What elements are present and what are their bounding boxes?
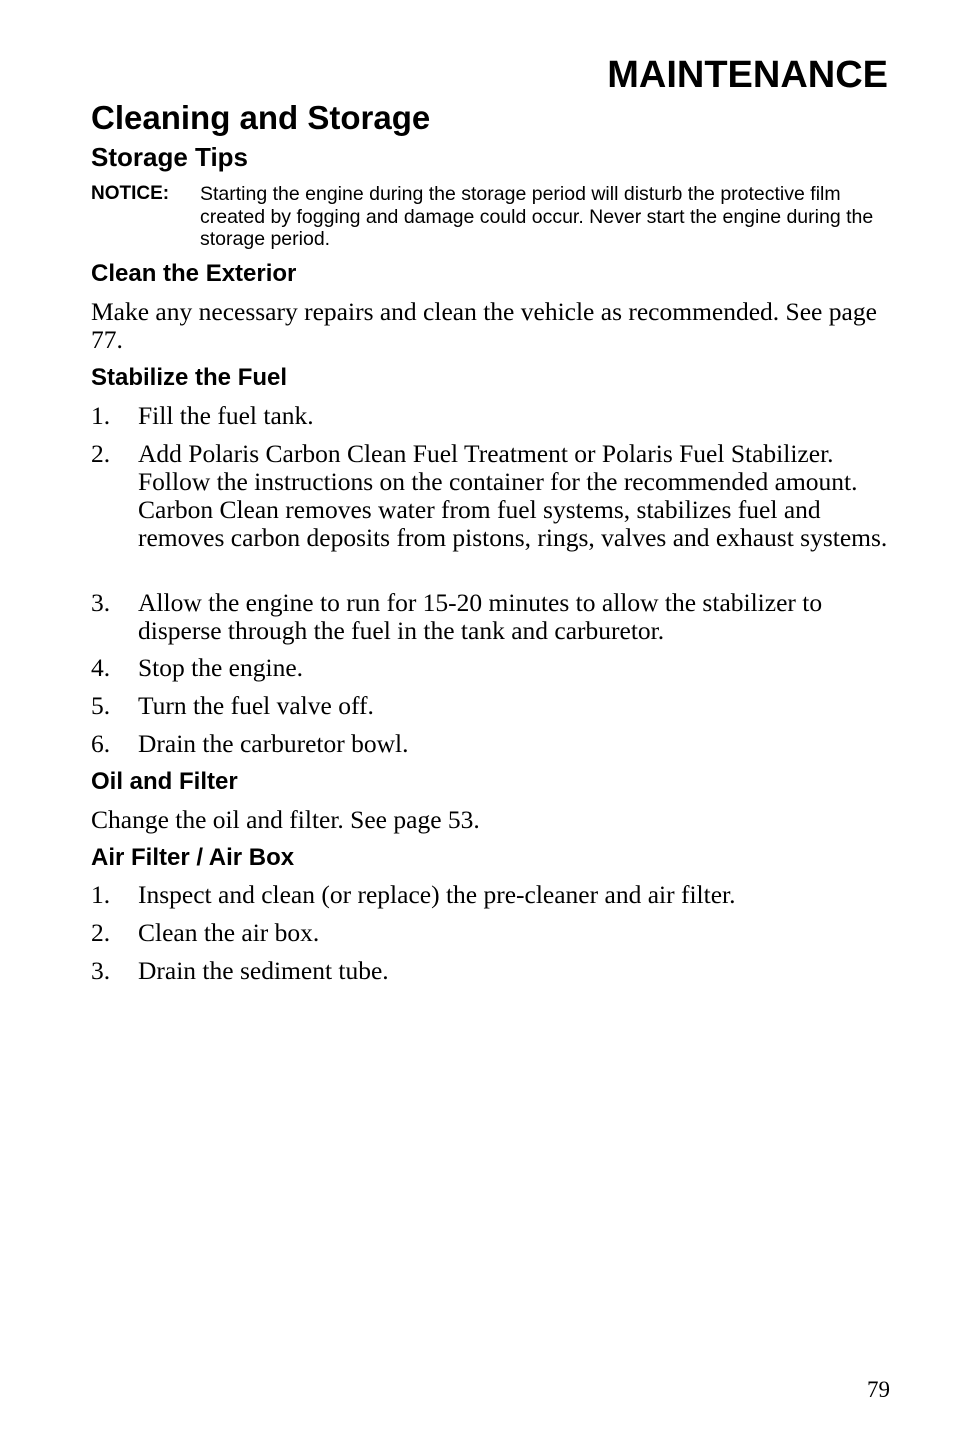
list-item (91, 919, 891, 947)
heading-clean-exterior: Clean the Exterior (91, 260, 297, 287)
list-item-text: Stop the engine. (138, 653, 304, 682)
list-item-number: 2. (91, 918, 111, 947)
list-item (91, 957, 891, 985)
list-item-number: 2. (91, 439, 111, 468)
list-item (91, 654, 891, 682)
heading-oil-filter: Oil and Filter (91, 768, 238, 795)
heading-air-filter: Air Filter / Air Box (91, 844, 295, 871)
notice-label: NOTICE: (91, 183, 170, 204)
list-item (91, 440, 891, 552)
section-title: Cleaning and Storage (91, 99, 431, 136)
page-number: 79 (867, 1377, 890, 1402)
list-item (91, 402, 891, 430)
list-item-number: 3. (91, 588, 111, 617)
list-item-number: 6. (91, 729, 111, 758)
list-item (91, 589, 891, 645)
list-item-text: Drain the sediment tube. (138, 956, 389, 985)
list-item-text: Fill the fuel tank. (138, 401, 314, 430)
list-item-text: Drain the carburetor bowl. (138, 729, 409, 758)
oil-filter-text: Change the oil and filter. See page 53. (91, 805, 480, 834)
list-item (91, 730, 891, 758)
list-item (91, 692, 891, 720)
subsection-title: Storage Tips (91, 142, 249, 172)
heading-stabilize-fuel: Stabilize the Fuel (91, 364, 288, 391)
list-item-text: Inspect and clean (or replace) the pre-cleaner and air filter. (138, 880, 736, 909)
list-item-text: Add Polaris Carbon Clean Fuel Treatment or Polaris Fuel Stabilizer. Follow the instructions on the container for the recommended amount. Carbon Clean removes water from fuel systems, stabilizes fuel and removes carbon deposits from pistons, rings, valves and exhaust systems. (138, 439, 888, 552)
list-item-number: 1. (91, 401, 111, 430)
list-item (91, 881, 891, 909)
clean-exterior-text: Make any necessary repairs and clean the vehicle as recommended. See page 77. (91, 297, 877, 354)
list-item-text: Turn the fuel valve off. (138, 691, 374, 720)
list-item-number: 3. (91, 956, 111, 985)
list-item-number: 1. (91, 880, 111, 909)
chapter-title: MAINTENANCE (607, 54, 888, 96)
list-item-number: 5. (91, 691, 111, 720)
list-item-text: Clean the air box. (138, 918, 320, 947)
list-item-number: 4. (91, 653, 111, 682)
notice-text: Starting the engine during the storage period will disturb the protective film created by fogging and damage could occur. Never start the engine during the storage period. (200, 183, 874, 250)
list-item-text: Allow the engine to run for 15-20 minutes to allow the stabilizer to disperse through the fuel in the tank and carburetor. (138, 588, 823, 645)
